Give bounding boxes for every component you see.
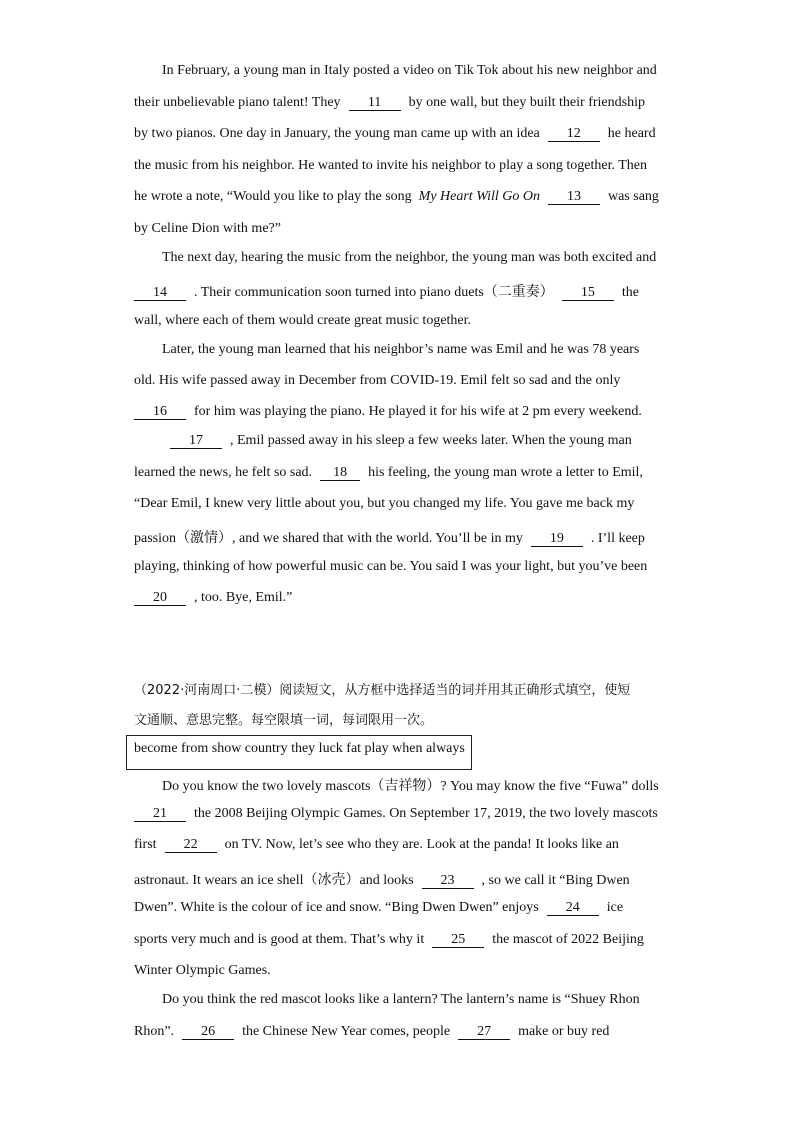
text: the mascot of 2022 Beijing — [492, 932, 644, 947]
blank-13[interactable]: 13 — [548, 190, 600, 205]
blank-20[interactable]: 20 — [134, 591, 186, 606]
text: , Emil passed away in his sleep a few weeks later. When the young man — [230, 433, 632, 448]
passage1-line — [134, 189, 659, 205]
passage1-line — [134, 559, 647, 575]
text: “Dear Emil, I knew very little about you, but you changed my life. You gave me back my — [134, 496, 635, 511]
text: The next day, hearing the music from the neighbor, the young man was both excited and — [162, 250, 657, 265]
blank-22[interactable]: 22 — [165, 838, 217, 853]
text: . Their communication soon turned into piano duets（二重奏） — [194, 285, 554, 300]
text: by two pianos. One day in January, the young man came up with an idea — [134, 126, 540, 141]
passage1-line — [134, 250, 656, 266]
word-box-text — [134, 741, 465, 757]
blank-17[interactable]: 17 — [170, 434, 222, 449]
text: the music from his neighbor. He wanted to invite his neighbor to play a song together. Then — [134, 158, 647, 173]
passage1-line — [134, 313, 471, 329]
text: （2022·河南周口·二模）阅读短文，从方框中选择适当的词并用其正确形式填空，使短 — [134, 683, 631, 698]
passage1-line — [134, 342, 639, 358]
blank-14[interactable]: 14 — [134, 286, 186, 301]
blank-19[interactable]: 19 — [531, 532, 583, 547]
text: for him was playing the piano. He played it for his wife at 2 pm every weekend. — [194, 404, 642, 419]
passage2-line — [134, 992, 640, 1008]
passage2-line — [134, 806, 658, 822]
text: by Celine Dion with me?” — [134, 221, 281, 236]
passage2-line — [134, 900, 623, 916]
passage1-line — [134, 590, 292, 606]
passage2-line — [134, 963, 271, 979]
text: by one wall, but they built their friendship — [408, 95, 645, 110]
text: on TV. Now, let’s see who they are. Look at the panda! It looks like an — [224, 837, 619, 852]
blank-16[interactable]: 16 — [134, 405, 186, 420]
passage2-line — [134, 775, 659, 795]
text: he wrote a note, “Would you like to play the song — [134, 189, 412, 204]
passage1-line — [134, 221, 281, 237]
instruction-line — [134, 679, 630, 698]
text: first — [134, 837, 157, 852]
text: astronaut. It wears an ice shell（冰壳）and looks — [134, 873, 414, 888]
blank-11[interactable]: 11 — [349, 96, 401, 111]
passage1-line — [134, 433, 632, 449]
passage2-line — [134, 837, 619, 853]
text: Later, the young man learned that his neighbor’s name was Emil and he was 78 years — [162, 342, 640, 357]
text: sports very much and is good at them. That’s why it — [134, 932, 425, 947]
passage1-line — [134, 95, 645, 111]
blank-25[interactable]: 25 — [432, 933, 484, 948]
passage1-line — [134, 465, 643, 481]
text: Winter Olympic Games. — [134, 963, 271, 978]
text: Do you know the two lovely mascots（吉祥物）? You may know the five “Fuwa” dolls — [162, 779, 659, 794]
passage1-line — [134, 281, 639, 301]
text: old. His wife passed away in December from COVID-19. Emil felt so sad and the only — [134, 373, 621, 388]
text: learned the news, he felt so sad. — [134, 465, 313, 480]
text: . I’ll keep — [590, 531, 645, 546]
passage1-line — [134, 496, 634, 512]
text: wall, where each of them would create great music together. — [134, 313, 472, 328]
text: passion（激情）, and we shared that with the world. You’ll be in my — [134, 531, 523, 546]
text: 文通顺、意思完整。每空限填一词，每词限用一次。 — [134, 713, 434, 728]
text: his feeling, the young man wrote a letter to Emil, — [368, 465, 643, 480]
blank-18[interactable]: 18 — [320, 466, 360, 481]
blank-21[interactable]: 21 — [134, 807, 186, 822]
passage2-line — [134, 1024, 609, 1040]
passage1-line — [134, 63, 657, 79]
text: ice — [606, 900, 624, 915]
passage2-line — [134, 932, 644, 948]
blank-15[interactable]: 15 — [562, 286, 614, 301]
text: , so we call it “Bing Dwen — [481, 873, 630, 888]
passage2-line — [134, 869, 630, 889]
text: the Chinese New Year comes, people — [242, 1024, 451, 1039]
text: make or buy red — [518, 1024, 610, 1039]
blank-27[interactable]: 27 — [458, 1025, 510, 1040]
text: he heard — [607, 126, 656, 141]
passage1-line — [134, 158, 647, 174]
blank-23[interactable]: 23 — [422, 874, 474, 889]
text: In February, a young man in Italy posted a video on Tik Tok about his new neighbor and — [162, 63, 657, 78]
text: the 2008 Beijing Olympic Games. On September 17, 2019, the two lovely mascots — [194, 806, 658, 821]
blank-12[interactable]: 12 — [548, 127, 600, 142]
passage1-line — [134, 373, 620, 389]
text: their unbelievable piano talent! They — [134, 95, 341, 110]
text: Do you think the red mascot looks like a lantern? The lantern’s name is “Shuey Rhon — [162, 992, 640, 1007]
word-list: become from show country they luck fat play when always — [134, 741, 465, 756]
text: , too. Bye, Emil.” — [194, 590, 293, 605]
text: was sang — [607, 189, 659, 204]
passage1-line — [134, 527, 645, 547]
text: the — [621, 285, 639, 300]
passage1-line — [134, 404, 642, 420]
song-title: My Heart Will Go On — [418, 189, 540, 204]
text: playing, thinking of how powerful music can be. You said I was your light, but you’ve been — [134, 559, 648, 574]
instruction-line — [134, 709, 433, 728]
blank-26[interactable]: 26 — [182, 1025, 234, 1040]
text: Rhon”. — [134, 1024, 175, 1039]
blank-24[interactable]: 24 — [547, 901, 599, 916]
passage1-line — [134, 126, 656, 142]
text: Dwen”. White is the colour of ice and snow. “Bing Dwen Dwen” enjoys — [134, 900, 539, 915]
